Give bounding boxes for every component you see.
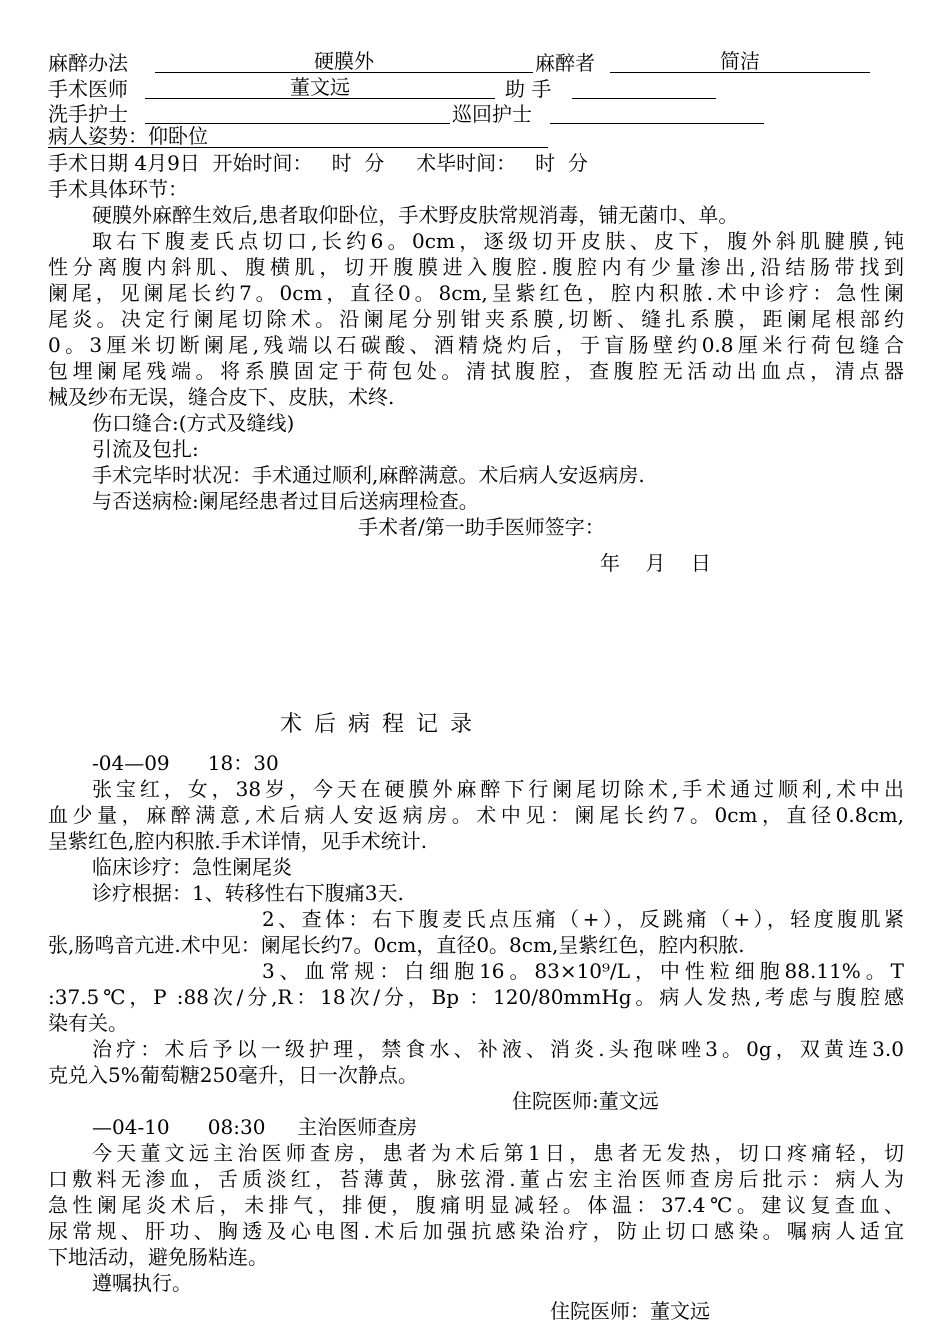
entry1-line: 血少量，麻醉满意,术后病人安返病房。术中见：阑尾长约7。0cm，直径0.8cm, [48,803,904,827]
entry1-line: 呈紫红色,腔内积脓.手术详情，见手术统计. [48,829,428,853]
procedure-line: 硬膜外麻醉生效后,患者取仰卧位，手术野皮肤常规消毒，铺无菌巾、单。 [92,203,739,227]
clinical-diagnosis: 临床诊疗：急性阑尾炎 [92,855,292,879]
assistant-field [572,76,716,99]
procedure-line: 0。3厘米切断阑尾,残端以石碳酸、酒精烧灼后，于盲肠壁约0.8厘米行荷包缝合 [48,333,904,357]
diagnosis-basis-2: 张,肠鸣音亢进.术中见：阑尾长约7。0cm，直径0。8cm,呈紫红色，腔内积脓. [48,933,745,957]
treatment-line: 治疗：术后予以一级护理，禁食水、补液、消炎.头孢咪唑3。0g，双黄连3.0 [92,1037,904,1061]
anesthetist-label: 麻醉者 [535,51,595,75]
anesthetist-field: 简洁 [610,50,870,73]
entry2-line: 尿常规、肝功、胸透及心电图.术后加强抗感染治疗，防止切口感染。嘱病人适宜 [48,1219,904,1243]
pathology-note: 与否送病检:阑尾经患者过目后送病理检查。 [92,489,479,513]
procedure-line: 性分离腹内斜肌、腹横肌，切开腹膜进入腹腔.腹腔内有少量渗出,沿结肠带找到 [48,255,904,279]
procedure-line: 尾炎。决定行阑尾切除术。沿阑尾分别钳夹系膜,切断、缝扎系膜，距阑尾根部约 [48,307,904,331]
diagnosis-basis-3: 染有关。 [48,1011,128,1035]
entry2-line: 急性阑尾炎术后，未排气，排便，腹痛明显减轻。体温：37.4℃。建议复查血、 [48,1193,904,1217]
entry2-header: —04-10 08:30 主治医师查房 [92,1115,418,1139]
diagnosis-basis-1: 诊疗根据：1、转移性右下腹痛3天. [92,881,404,905]
entry1-line: 张宝红，女，38岁，今天在硬膜外麻醉下行阑尾切除术,手术通过顺利,术中出 [92,777,904,801]
drainage-dressing: 引流及包扎: [92,437,199,461]
scrub-nurse-field [145,101,450,124]
procedure-line: 械及纱布无误，缝合皮下、皮肤，术终. [48,385,395,409]
entry2-line: 今天董文远主治医师查房，患者为术后第1日，患者无发热，切口疼痛轻，切 [92,1141,904,1165]
surgery-date-times: 手术日期 4月9日 开始时间： 时 分 术毕时间： 时 分 [48,151,588,175]
surgeon-field: 董文远 [145,76,495,99]
procedure-line: 取右下腹麦氏点切口,长约6。0cm，逐级切开皮肤、皮下，腹外斜肌腱膜,钝 [92,229,904,253]
procedure-line: 阑尾，见阑尾长约7。0cm，直径0。8cm,呈紫红色，腔内积脓.术中诊疗：急性阑 [48,281,904,305]
surgeon-label: 手术医师 [48,77,128,101]
signature-date: 年 月 日 [600,551,711,575]
anesthesia-method-label: 麻醉办法 [48,51,128,75]
circulating-nurse-label: 巡回护士 [452,102,532,126]
surgeon-signature-line: 手术者/第一助手医师签字： [358,515,605,539]
patient-position: 病人姿势：仰卧位 [48,125,548,148]
procedure-heading: 手术具体环节： [48,177,188,201]
resident-signature-1: 住院医师:董文远 [512,1089,659,1113]
diagnosis-basis-3: 3、血常规：白细胞16。83×10⁹/L，中性粒细胞88.11%。T [262,959,904,983]
treatment-line: 克兑入5%葡萄糖250毫升，日一次静点。 [48,1063,418,1087]
scrub-nurse-label: 洗手护士 [48,102,128,126]
entry2-line: 下地活动，避免肠粘连。 [48,1245,268,1269]
resident-signature-2: 住院医师：董文远 [550,1299,710,1323]
entry2-line: 口敷料无渗血，舌质淡红，苔薄黄，脉弦滑.董占宏主治医师查房后批示：病人为 [48,1167,904,1191]
diagnosis-basis-3: :37.5℃，P :88次/分,R：18次/分，Bp ：120/80mmHg。病人发热,考虑与腹腔感 [48,985,904,1009]
procedure-line: 包埋阑尾残端。将系膜固定于荷包处。清拭腹腔，查腹腔无活动出血点，清点器 [48,359,904,383]
entry1-header: -04—09 18：30 [92,751,279,775]
end-status: 手术完毕时状况：手术通过顺利,麻醉满意。术后病人安返病房. [92,463,645,487]
diagnosis-basis-2: 2、查体：右下腹麦氏点压痛（+），反跳痛（+），轻度腹肌紧 [262,907,904,931]
circulating-nurse-field [550,101,764,124]
anesthesia-method-field: 硬膜外 [155,50,533,73]
postop-record-title: 术后病程记录 [280,712,485,737]
wound-closure: 伤口缝合:(方式及缝线) [92,411,295,435]
follow-orders: 遵嘱执行。 [92,1271,192,1295]
assistant-label: 助 手 [505,77,552,101]
